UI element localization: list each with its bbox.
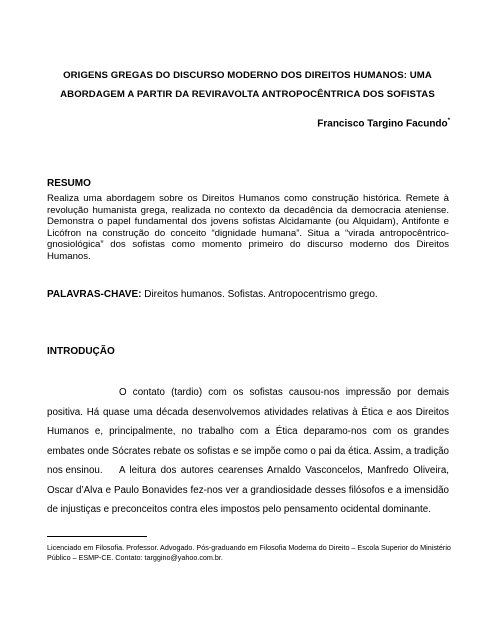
introduction-heading: INTRODUÇÃO <box>47 346 115 357</box>
title-line-1: ORIGENS GREGAS DO DISCURSO MODERNO DOS DIREITOS HUMANOS: UMA <box>63 70 432 81</box>
author-name-text: Francisco Targino Facundo <box>317 118 448 130</box>
footnote-divider <box>47 536 147 537</box>
author-name <box>317 118 450 129</box>
keywords-label: PALAVRAS-CHAVE: <box>47 289 142 300</box>
intro-paragraph-2: A leitura dos autores cearenses Arnaldo Vasconcelos, Manfredo Oliveira, Oscar d’Alva e Paulo Bonavides fez-nos ver a grandiosidade desses filósofos e a imensidão de injustiças e preconceitos contra eles impostos pelo pensamento ocidental dominante. <box>47 465 449 515</box>
keywords <box>47 289 378 300</box>
title-line-2: ABORDAGEM A PARTIR DA REVIRAVOLTA ANTROPOCÊNTRICA DOS SOFISTAS <box>60 89 435 100</box>
keywords-text: Direitos humanos. Sofistas. Antropocentrismo grego. <box>141 289 378 300</box>
footnote-text: Licenciado em Filosofia. Professor. Advogado. Pós-graduando em Filosofia Moderna do Direito – Escola Superior do Ministério Público – ESMP-CE. Contato: targgino@yahoo.com.br. <box>47 543 451 562</box>
author-footnote-mark: * <box>447 118 450 124</box>
intro-paragraph-1: O contato (tardio) com os sofistas causou-nos impressão por demais positiva. Há quase uma década desenvolvemos atividades relativas à Ética e aos Direitos Humanos e, principalmente, no trabalho com a Ética deparamo-nos com os grandes embates onde Sócrates rebate os sofistas e se impõe como o pai da ética. Assim, a tradição nos ensinou. <box>47 387 449 476</box>
abstract-text: Realiza uma abordagem sobre os Direitos Humanos como construção histórica. Remete à revolução humanista grega, realizada no contexto da decadência da democracia ateniense. Demonstra o papel fundamental dos jovens sofistas Alcidamante (ou Alquidam), Antifonte e Licófron na construção do conceito “dignidade humana”. Situa a “virada antropocêntrico-gnosiológica” dos sofistas como momento primeiro do discurso moderno dos Direitos Humanos. <box>47 193 449 262</box>
abstract-heading: RESUMO <box>47 178 91 189</box>
